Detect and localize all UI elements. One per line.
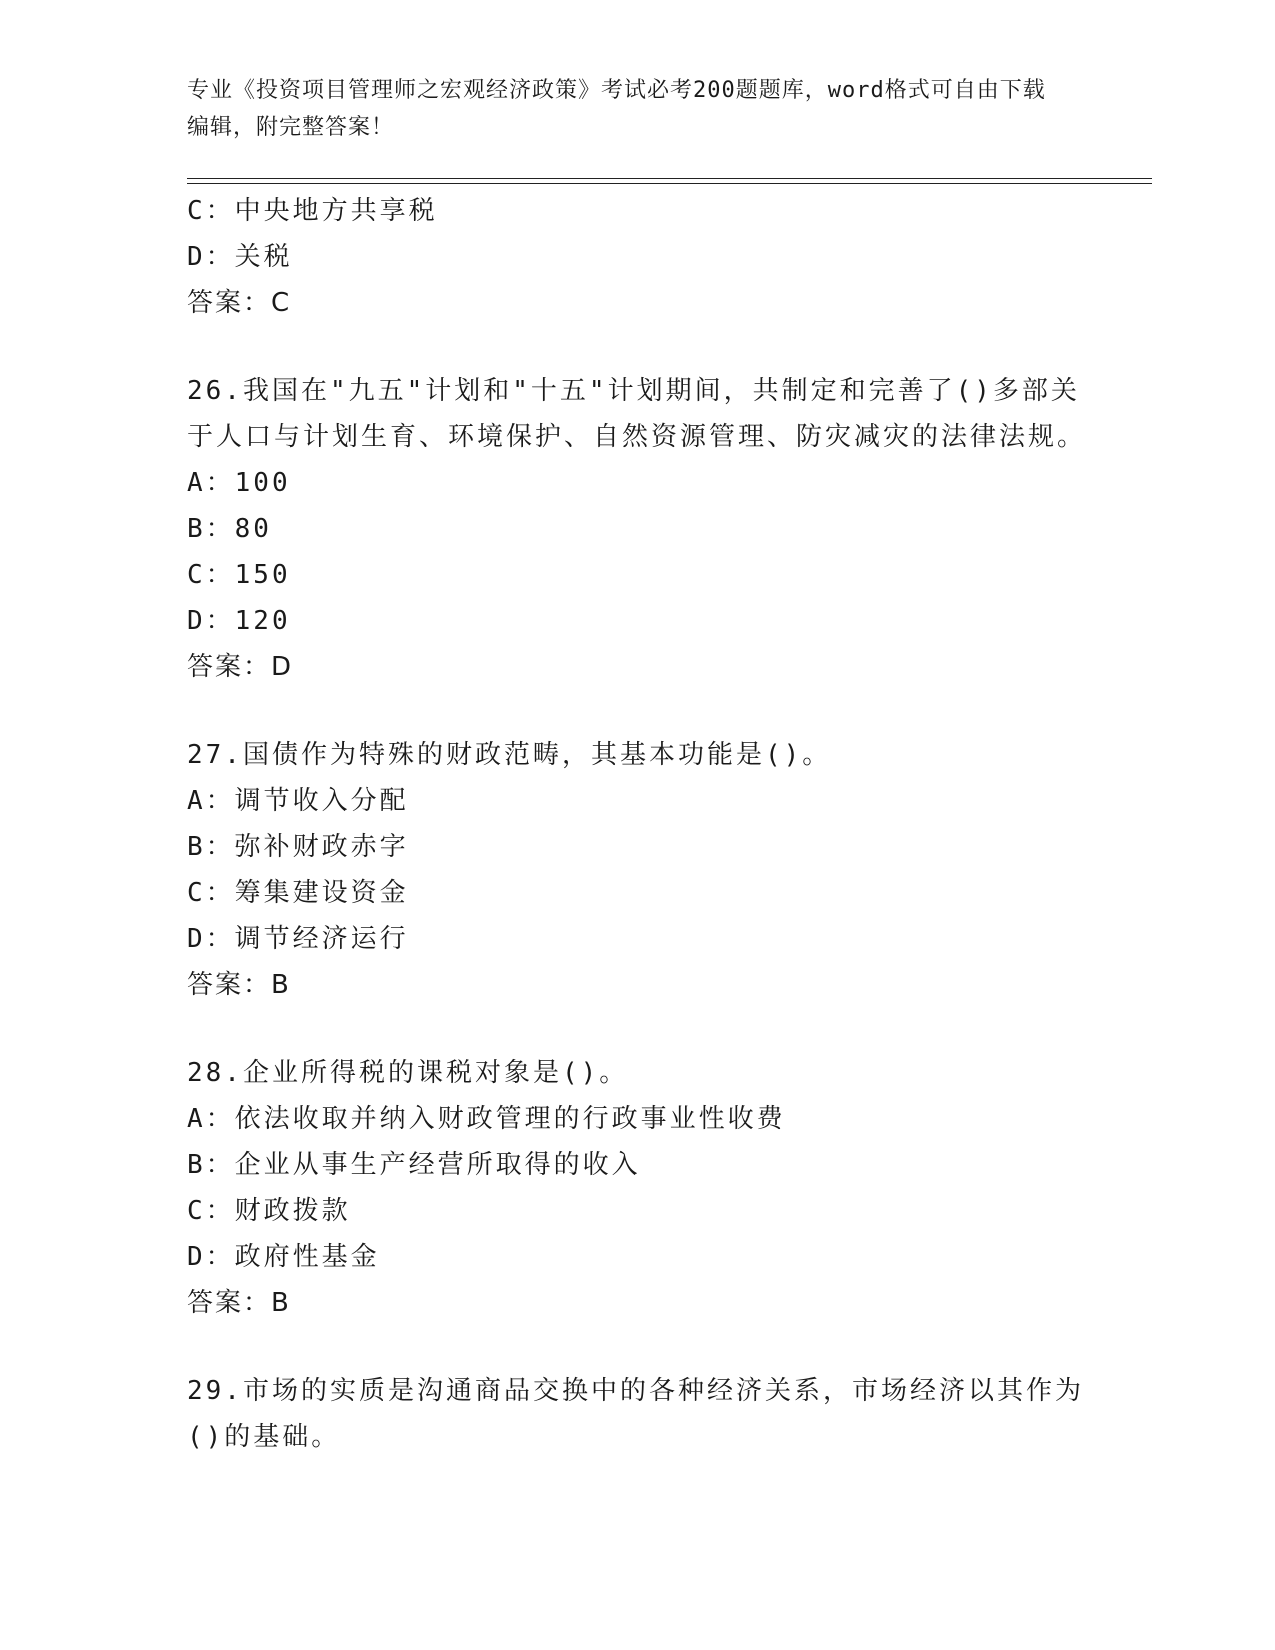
spacer — [187, 326, 1107, 368]
answer-line: 答案：C — [187, 288, 292, 318]
option-d: D：调节经济运行 — [187, 924, 409, 954]
option-b: B：企业从事生产经营所取得的收入 — [187, 1150, 641, 1180]
question-29 — [187, 1368, 1107, 1460]
document-header: 专业《投资项目管理师之宏观经济政策》考试必考200题题库，word格式可自由下载编辑，附完整答案！ — [187, 78, 1046, 140]
option-c: C：筹集建设资金 — [187, 878, 409, 908]
option-c: C：150 — [187, 560, 291, 590]
answer-line: 答案：B — [187, 970, 291, 1000]
answer-line: 答案：D — [187, 652, 294, 682]
spacer — [187, 1326, 1107, 1368]
spacer — [187, 1008, 1107, 1050]
question-text: 27.国债作为特殊的财政范畴，其基本功能是()。 — [187, 740, 832, 770]
question-26 — [187, 368, 1107, 690]
option-d: D：关税 — [187, 242, 293, 272]
question-text: 29.市场的实质是沟通商品交换中的各种经济关系，市场经济以其作为()的基础。 — [187, 1376, 1084, 1452]
question-text: 26.我国在"九五"计划和"十五"计划期间，共制定和完善了()多部关于人口与计划生育、环境保护、自然资源管理、防灾减灾的法律法规。 — [187, 376, 1087, 452]
question-28 — [187, 1050, 1107, 1326]
answer-line: 答案：B — [187, 1288, 291, 1318]
option-b: B：80 — [187, 514, 272, 544]
header-rule-bottom — [187, 183, 1152, 184]
option-d: D：政府性基金 — [187, 1242, 380, 1272]
option-a: A：依法收取并纳入财政管理的行政事业性收费 — [187, 1104, 786, 1134]
option-c: C：中央地方共享税 — [187, 196, 438, 226]
question-text: 28.企业所得税的课税对象是()。 — [187, 1058, 629, 1088]
option-c: C：财政拨款 — [187, 1196, 351, 1226]
option-d: D：120 — [187, 606, 291, 636]
question-25-tail — [187, 188, 1107, 326]
option-a: A：100 — [187, 468, 291, 498]
question-content — [187, 188, 1107, 1460]
spacer — [187, 690, 1107, 732]
header-rule-top — [187, 178, 1152, 179]
option-b: B：弥补财政赤字 — [187, 832, 409, 862]
question-27 — [187, 732, 1107, 1008]
option-a: A：调节收入分配 — [187, 786, 409, 816]
